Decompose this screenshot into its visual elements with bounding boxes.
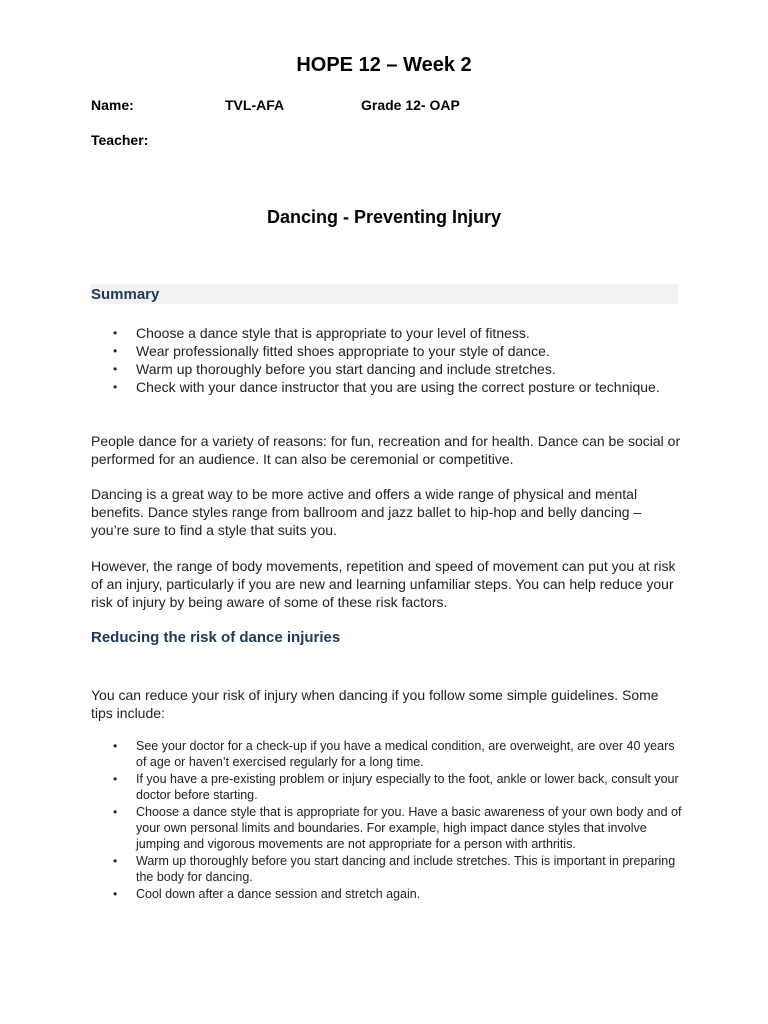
list-item: • Check with your dance instructor that you are using the correct posture or technique. <box>113 378 683 396</box>
summary-list <box>113 324 683 396</box>
summary-heading: Summary <box>91 286 160 303</box>
name-label: Name: <box>91 97 134 113</box>
list-item: • Warm up thoroughly before you start dancing and include stretches. This is important in preparing the body for dancing. <box>113 853 683 885</box>
teacher-label: Teacher: <box>91 132 149 148</box>
lesson-subtitle: Dancing - Preventing Injury <box>266 207 502 227</box>
document-title: HOPE 12 – Week 2 <box>296 54 472 76</box>
list-item: • Choose a dance style that is appropriate to your level of fitness. <box>113 324 683 342</box>
paragraph-reasons: People dance for a variety of reasons: for fun, recreation and for health. Dance can be social or performed for an audience. It can also be ceremonial or competitive. <box>91 433 681 467</box>
list-item: • Choose a dance style that is appropriate for you. Have a basic awareness of your own body and of your own personal limits and boundaries. For example, high impact dance styles that involve jumping and vigorous movements are not appropriate for a person with arthritis. <box>113 804 683 852</box>
paragraph-risk: However, the range of body movements, repetition and speed of movement can put you at risk of an injury, particularly if you are new and learning unfamiliar steps. You can help reduce your risk of injury by being aware of some of these risk factors. <box>91 558 676 610</box>
list-item: • Wear professionally fitted shoes appropriate to your style of dance. <box>113 342 683 360</box>
list-item: • Cool down after a dance session and stretch again. <box>113 886 683 902</box>
grade-label: Grade 12- OAP <box>361 97 460 113</box>
tips-list <box>113 738 683 903</box>
paragraph-benefits: Dancing is a great way to be more active and offers a wide range of physical and mental benefits. Dance styles range from ballroom and jazz ballet to hip-hop and belly dancing – you’re sure to find a style that suits you. <box>91 486 642 538</box>
strand-label: TVL-AFA <box>225 97 285 113</box>
list-item: • If you have a pre-existing problem or injury especially to the foot, ankle or lower back, consult your doctor before starting. <box>113 771 683 803</box>
paragraph-guidelines-intro: You can reduce your risk of injury when dancing if you follow some simple guidelines. Some tips include: <box>91 687 659 721</box>
reducing-risk-heading: Reducing the risk of dance injuries <box>91 629 341 646</box>
summary-heading-bar <box>91 284 678 304</box>
list-item: • See your doctor for a check-up if you have a medical condition, are overweight, are over 40 years of age or haven’t exercised regularly for a long time. <box>113 738 683 770</box>
list-item: • Warm up thoroughly before you start dancing and include stretches. <box>113 360 683 378</box>
